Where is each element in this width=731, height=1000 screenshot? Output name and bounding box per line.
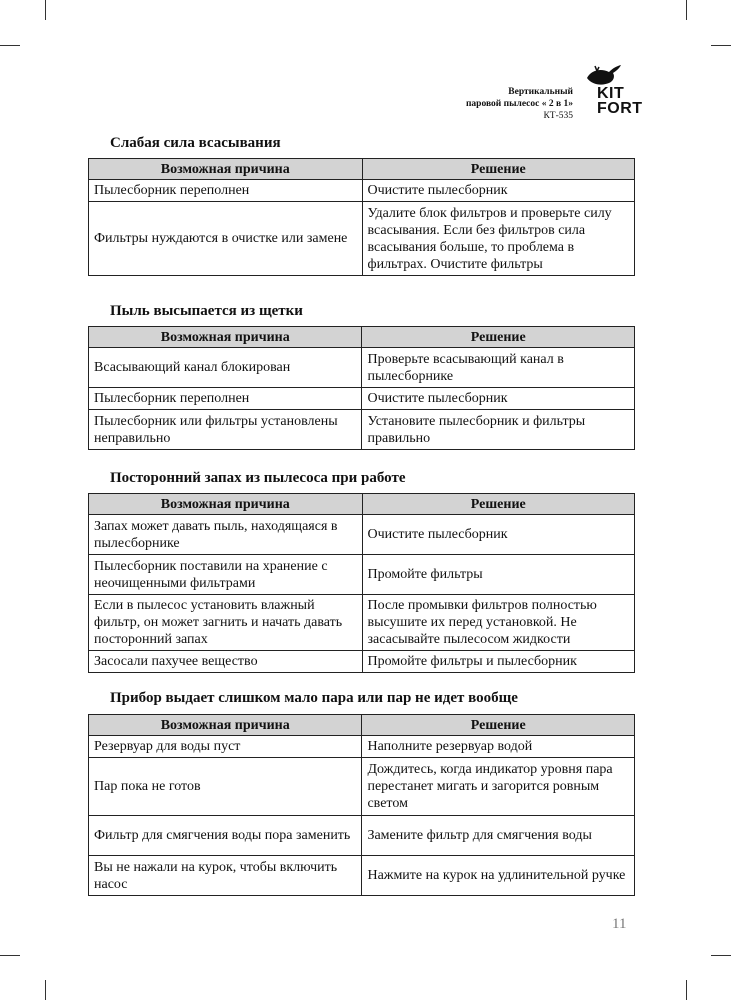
logo-line2: FORT — [597, 100, 643, 117]
solution-cell: Промойте фильтры и пылесборник — [362, 651, 634, 673]
table-header-row — [89, 159, 635, 180]
solution-column-header: Решение — [362, 715, 635, 736]
header-model: КТ-535 — [543, 111, 573, 121]
solution-cell: Наполните резервуар водой — [362, 736, 635, 758]
solution-cell: Очистите пылесборник — [362, 515, 634, 555]
solution-cell: Очистите пылесборник — [362, 180, 635, 202]
cause-cell: Пылесборник переполнен — [89, 180, 363, 202]
solution-column-header: Решение — [362, 327, 635, 348]
section-title: Пыль высыпается из щетки — [110, 303, 303, 319]
cause-column-header: Возможная причина — [89, 494, 363, 515]
section-title: Слабая сила всасывания — [110, 135, 281, 151]
cause-cell: Запах может давать пыль, находящаяся в пылесборнике — [89, 515, 363, 555]
table-row — [89, 410, 635, 450]
table-row — [89, 816, 635, 856]
table-row — [89, 180, 635, 202]
header-line2: паровой пылесос « 2 в 1» — [465, 99, 573, 109]
table-row — [89, 555, 635, 595]
header-line1: Вертикальный — [508, 87, 573, 97]
crop-mark — [0, 955, 20, 956]
cause-column-header: Возможная причина — [89, 327, 362, 348]
cause-column-header: Возможная причина — [89, 159, 363, 180]
logo-text — [597, 86, 643, 116]
solution-cell: Удалите блок фильтров и проверьте силу всасывания. Если без фильтров сила всасывания больше, то проблема в фильтрах. Очистите фильтры — [362, 202, 635, 276]
solution-cell: Установите пылесборник и фильтры правильно — [362, 410, 635, 450]
table-row — [89, 348, 635, 388]
cause-cell: Вы не нажали на курок, чтобы включить насос — [89, 856, 362, 896]
section-title: Посторонний запах из пылесоса при работе — [110, 470, 406, 486]
cause-cell: Резервуар для воды пуст — [89, 736, 362, 758]
crop-mark — [45, 980, 46, 1000]
troubleshooting-table — [88, 714, 635, 896]
solution-cell: Очистите пылесборник — [362, 388, 635, 410]
section-title: Прибор выдает слишком мало пара или пар не идет вообще — [110, 690, 518, 706]
page-number: 11 — [612, 916, 627, 932]
troubleshooting-table — [88, 326, 635, 450]
table-row — [89, 758, 635, 816]
table-row — [89, 595, 635, 651]
running-header — [466, 86, 573, 122]
cause-cell: Если в пылесос установить влажный фильтр, он может загнить и начать давать посторонний запах — [89, 595, 363, 651]
solution-column-header: Решение — [362, 494, 634, 515]
solution-cell: Нажмите на курок на удлинительной ручке — [362, 856, 635, 896]
solution-cell: Промойте фильтры — [362, 555, 634, 595]
table-row — [89, 202, 635, 276]
cause-cell: Пар пока не готов — [89, 758, 362, 816]
crop-mark — [711, 955, 731, 956]
table-header-row — [89, 715, 635, 736]
crop-mark — [686, 0, 687, 20]
solution-cell: Проверьте всасывающий канал в пылесборнике — [362, 348, 635, 388]
solution-cell: Дождитесь, когда индикатор уровня пара перестанет мигать и загорится ровным светом — [362, 758, 635, 816]
cause-cell: Фильтры нуждаются в очистке или замене — [89, 202, 363, 276]
crop-mark — [0, 45, 20, 46]
troubleshooting-table — [88, 158, 635, 276]
cause-cell: Фильтр для смягчения воды пора заменить — [89, 816, 362, 856]
logo-line1: KIT — [597, 85, 625, 102]
table-row — [89, 856, 635, 896]
table-row — [89, 388, 635, 410]
crop-mark — [711, 45, 731, 46]
table-header-row — [89, 327, 635, 348]
table-row — [89, 651, 635, 673]
solution-cell: Замените фильтр для смягчения воды — [362, 816, 635, 856]
cause-cell: Засосали пахучее вещество — [89, 651, 363, 673]
cause-column-header: Возможная причина — [89, 715, 362, 736]
table-header-row — [89, 494, 635, 515]
crop-mark — [686, 980, 687, 1000]
table-row — [89, 515, 635, 555]
troubleshooting-table — [88, 493, 635, 673]
table-row — [89, 736, 635, 758]
cause-cell: Пылесборник поставили на хранение с неочищенными фильтрами — [89, 555, 363, 595]
solution-cell: После промывки фильтров полностью высушите их перед установкой. Не засасывайте пылесосом жидкости — [362, 595, 634, 651]
crop-mark — [45, 0, 46, 20]
cause-cell: Пылесборник или фильтры установлены неправильно — [89, 410, 362, 450]
solution-column-header: Решение — [362, 159, 635, 180]
cause-cell: Всасывающий канал блокирован — [89, 348, 362, 388]
cause-cell: Пылесборник переполнен — [89, 388, 362, 410]
